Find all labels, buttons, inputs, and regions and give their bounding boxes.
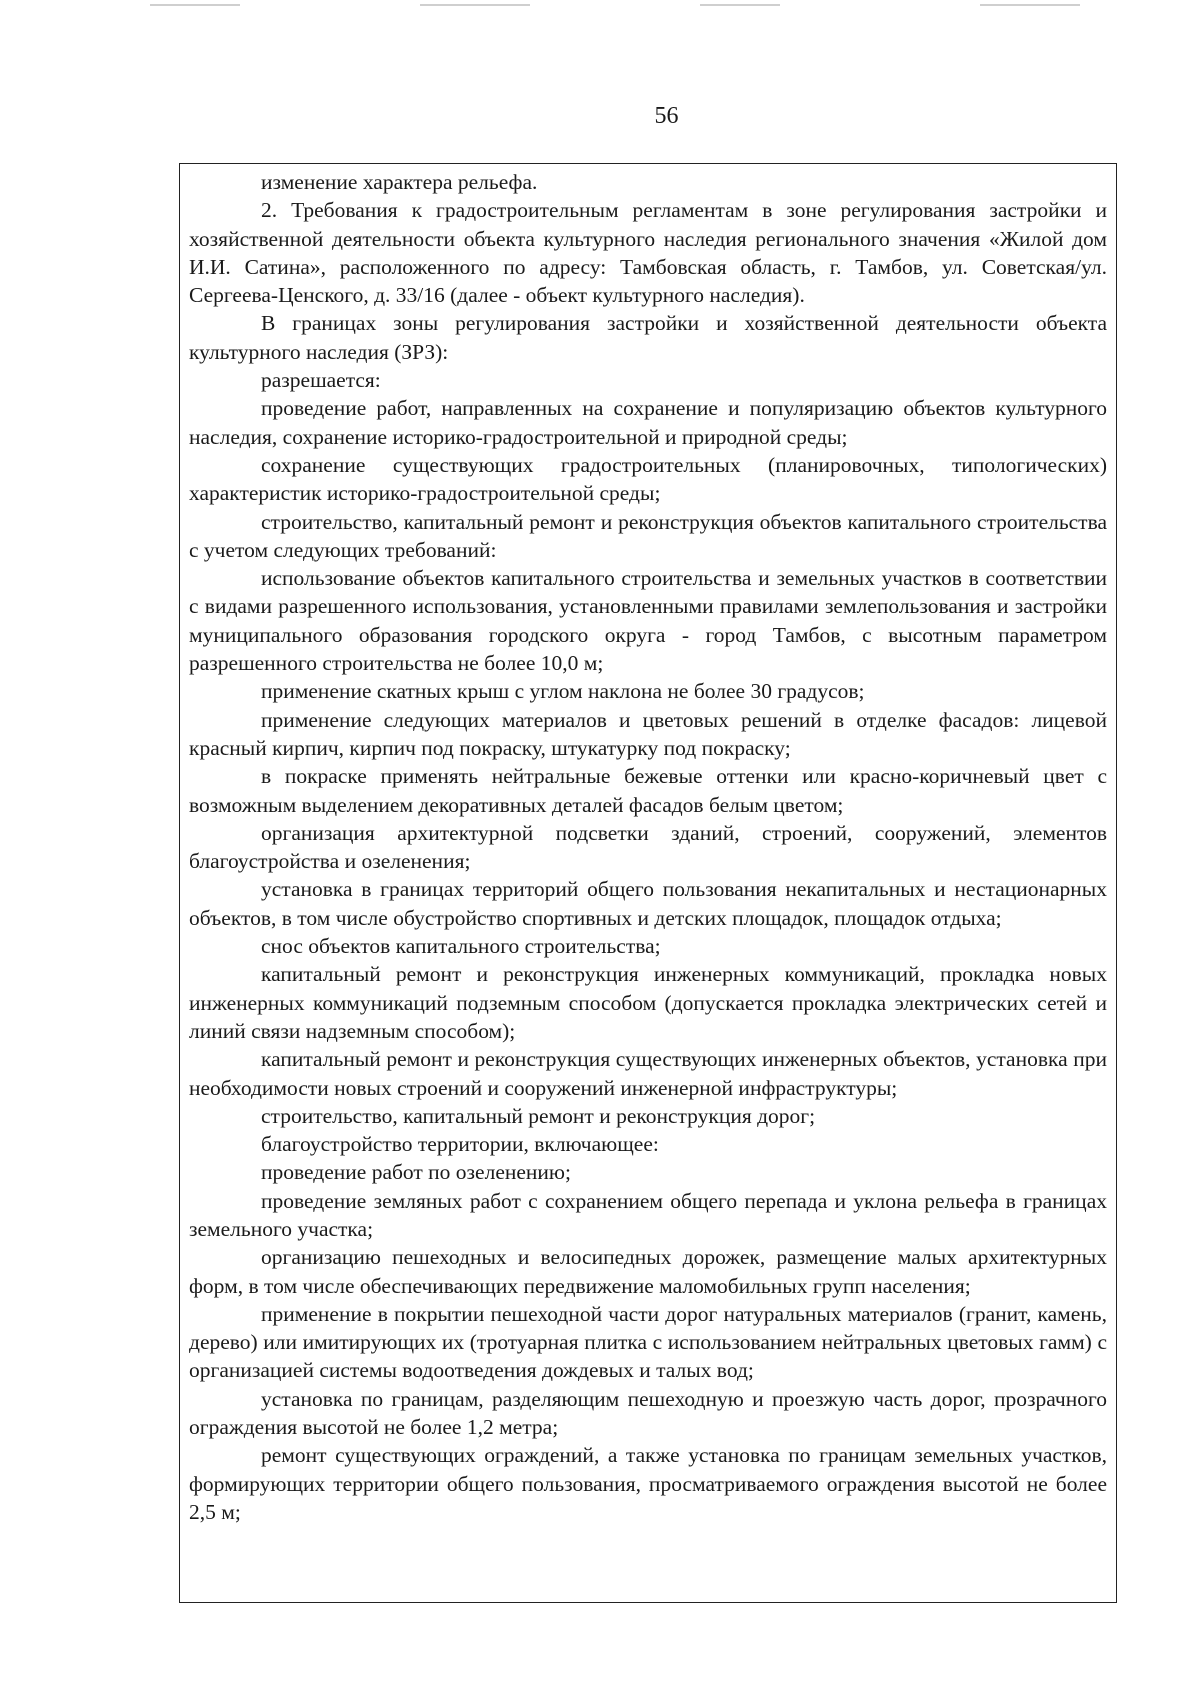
scan-artifact bbox=[150, 4, 240, 6]
paragraph: проведение работ по озеленению; bbox=[261, 1160, 571, 1185]
paragraph: строительство, капитальный ремонт и реконструкция дорог; bbox=[261, 1103, 816, 1128]
paragraph: применение следующих материалов и цветовых решений в отделке фасадов: лицевой красный кирпич, кирпич под покраску, штукатурку под покраску; bbox=[189, 707, 1107, 760]
paragraph: ремонт существующих ограждений, а также установка по границам земельных участков, формирующих территории общего пользования, просматриваемого ограждения высотой не более 2,5 м; bbox=[189, 1443, 1107, 1524]
scan-artifact bbox=[980, 4, 1080, 6]
paragraph: сохранение существующих градостроительных (планировочных, типологических) характеристик историко-градостроительной среды; bbox=[189, 452, 1107, 506]
paragraph: снос объектов капитального строительства; bbox=[261, 934, 661, 959]
paragraph: установка по границам, разделяющим пешеходную и проезжую часть дорог, прозрачного ограждения высотой не более 1,2 метра; bbox=[189, 1386, 1107, 1440]
paragraph: разрешается: bbox=[261, 368, 381, 393]
paragraph: капитальный ремонт и реконструкция инженерных коммуникаций, прокладка новых инженерных коммуникаций подземным способом (допускается прокладка электрических сетей и линий связи надземным способом); bbox=[189, 962, 1107, 1043]
paragraph: 2. Требования к градостроительным регламентам в зоне регулирования застройки и хозяйственной деятельности объекта культурного наследия регионального значения «Жилой дом И.И. Сатина», расположенного по адресу: Тамбовская область, г. Тамбов, ул. Советская/ул. Сергеева-Ценского, д. 33/16 (далее - объект культурного наследия). bbox=[189, 198, 1107, 308]
paragraph: использование объектов капитального строительства и земельных участков в соответствии с видами разрешенного использования, установленными правилами землепользования и застройки муниципального образования городского округа - город Тамбов, с высотным параметром разрешенного строительства не более 10,0 м; bbox=[189, 566, 1107, 676]
paragraph: проведение работ, направленных на сохранение и популяризацию объектов культурного наследия, сохранение историко-градостроительной и природной среды; bbox=[189, 396, 1107, 449]
scan-artifact bbox=[700, 4, 780, 6]
paragraph: установка в границах территорий общего пользования некапитальных и нестационарных объектов, в том числе обустройство спортивных и детских площадок, площадок отдыха; bbox=[189, 877, 1107, 930]
text-frame bbox=[179, 163, 1117, 1603]
page-number: 56 bbox=[654, 103, 679, 129]
paragraph: В границах зоны регулирования застройки и хозяйственной деятельности объекта культурного наследия (ЗРЗ): bbox=[189, 311, 1107, 364]
paragraph: организацию пешеходных и велосипедных дорожек, размещение малых архитектурных форм, в том числе обеспечивающих передвижение маломобильных групп населения; bbox=[189, 1245, 1107, 1298]
paragraph: применение в покрытии пешеходной части дорог натуральных материалов (гранит, камень, дерево) или имитирующих их (тротуарная плитка с использованием нейтральных цветовых гамм) с организацией системы водоотведения дождевых и талых вод; bbox=[189, 1301, 1107, 1383]
paragraph: изменение характера рельефа. bbox=[261, 170, 538, 194]
paragraph: строительство, капитальный ремонт и реконструкция объектов капитального строительства с учетом следующих требований: bbox=[189, 509, 1107, 562]
paragraph: применение скатных крыш с углом наклона не более 30 градусов; bbox=[261, 679, 865, 704]
paragraph: благоустройство территории, включающее: bbox=[261, 1132, 659, 1157]
paragraph: проведение земляных работ с сохранением общего перепада и уклона рельефа в границах земельного участка; bbox=[189, 1188, 1107, 1241]
paragraph: в покраске применять нейтральные бежевые оттенки или красно-коричневый цвет с возможным выделением декоративных деталей фасадов белым цветом; bbox=[189, 764, 1107, 817]
paragraph: организация архитектурной подсветки зданий, строений, сооружений, элементов благоустройства и озеленения; bbox=[189, 820, 1107, 874]
paragraph: капитальный ремонт и реконструкция существующих инженерных объектов, установка при необходимости новых строений и сооружений инженерной инфраструктуры; bbox=[189, 1047, 1107, 1100]
scan-artifact bbox=[420, 4, 530, 6]
